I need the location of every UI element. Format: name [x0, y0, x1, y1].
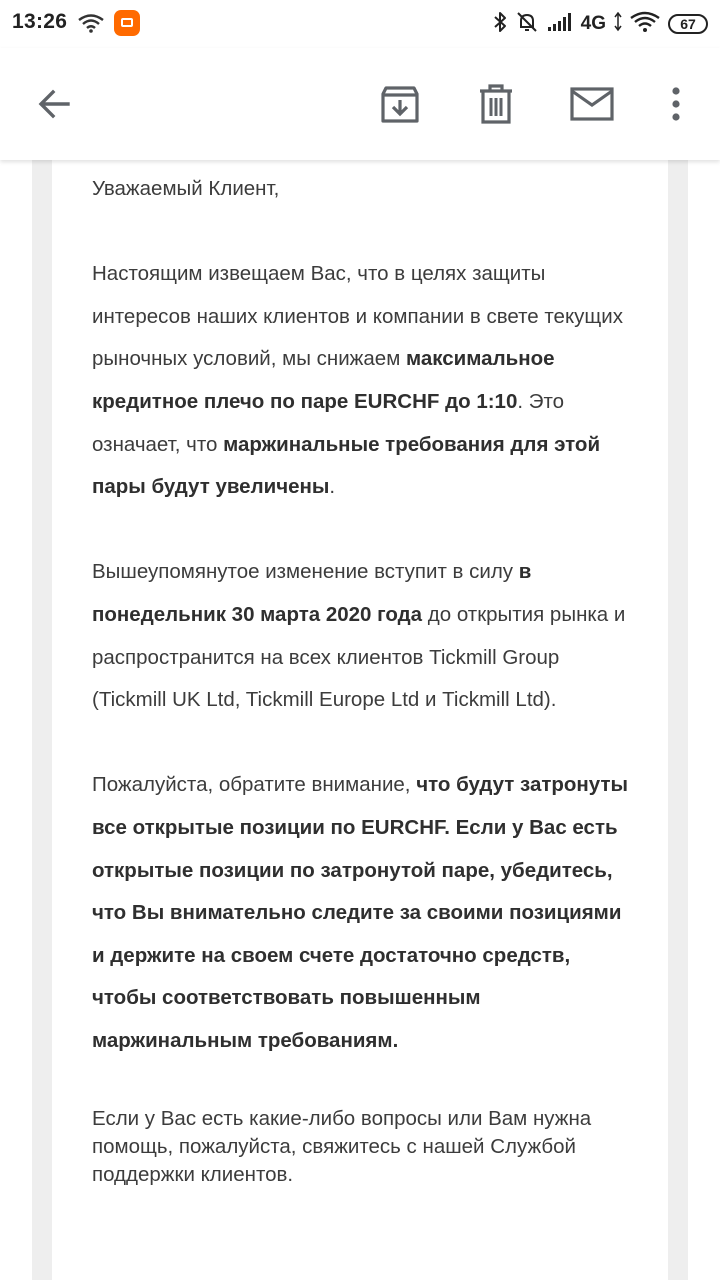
alarm-off-icon	[515, 10, 539, 39]
paragraph-leverage	[92, 253, 632, 509]
email-body	[92, 168, 632, 1232]
left-margin-strip	[32, 160, 52, 1280]
archive-icon[interactable]	[376, 80, 424, 128]
email-toolbar	[0, 48, 720, 160]
data-arrows-icon	[614, 12, 622, 37]
p2-text-1: Вышеупомянутое изменение вступит в силу	[92, 560, 519, 584]
back-arrow-icon[interactable]	[30, 80, 78, 128]
p3-text-1: Пожалуйста, обратите внимание,	[92, 773, 417, 797]
p3-bold-1: что будут затронуты все открытые позиции по EURCHF. Если у Вас есть открытые позиции по затронутой паре, убедитесь, что Вы внимательно следите за своими позициями и держите на своем счете достаточно средств, чтобы соответствовать повышенным маржинальным требованиям.	[92, 773, 629, 1052]
battery-indicator: 67	[668, 14, 708, 34]
greeting: Уважаемый Клиент,	[92, 177, 280, 200]
p1-text-2: . Это означает, что	[92, 389, 565, 456]
paragraph-attention	[92, 764, 632, 1062]
p1-bold-1: максимальное кредитное плечо по паре EURCHF до 1:10	[92, 347, 555, 413]
p2-text-2: до открытия рынка и распространится на всех клиентов Tickmill Group (Tickmill UK Ltd, Tickmill Europe Ltd и Tickmill Ltd).	[92, 602, 626, 712]
more-vert-icon[interactable]	[652, 80, 700, 128]
network-type: 4G	[580, 13, 606, 34]
p2-bold-1: в понедельник 30 марта 2020 года	[92, 560, 532, 626]
paragraph-support: Если у Вас есть какие-либо вопросы или Вам нужна помощь, пожалуйста, свяжитесь с нашей Службой поддержки клиентов.	[92, 1107, 592, 1187]
right-margin-strip	[668, 160, 688, 1280]
status-bar	[0, 0, 720, 48]
trash-icon[interactable]	[472, 80, 520, 128]
p1-text-1: Настоящим извещаем Вас, что в целях защиты интересов наших клиентов и компании в свете текущих рыночных условий, мы снижаем	[92, 262, 623, 371]
p1-bold-2: маржинальные требования для этой пары будут увеличены	[92, 432, 601, 499]
wifi-icon	[630, 11, 660, 38]
notification-app-icon	[114, 10, 140, 36]
mark-unread-mail-icon[interactable]	[568, 80, 616, 128]
p1-text-3: .	[329, 475, 336, 499]
paragraph-effective-date	[92, 551, 632, 721]
wifi-icon	[78, 13, 104, 38]
clock: 13:26	[12, 10, 68, 33]
bluetooth-icon	[493, 11, 507, 38]
signal-icon	[547, 12, 573, 37]
status-icons	[493, 9, 708, 39]
